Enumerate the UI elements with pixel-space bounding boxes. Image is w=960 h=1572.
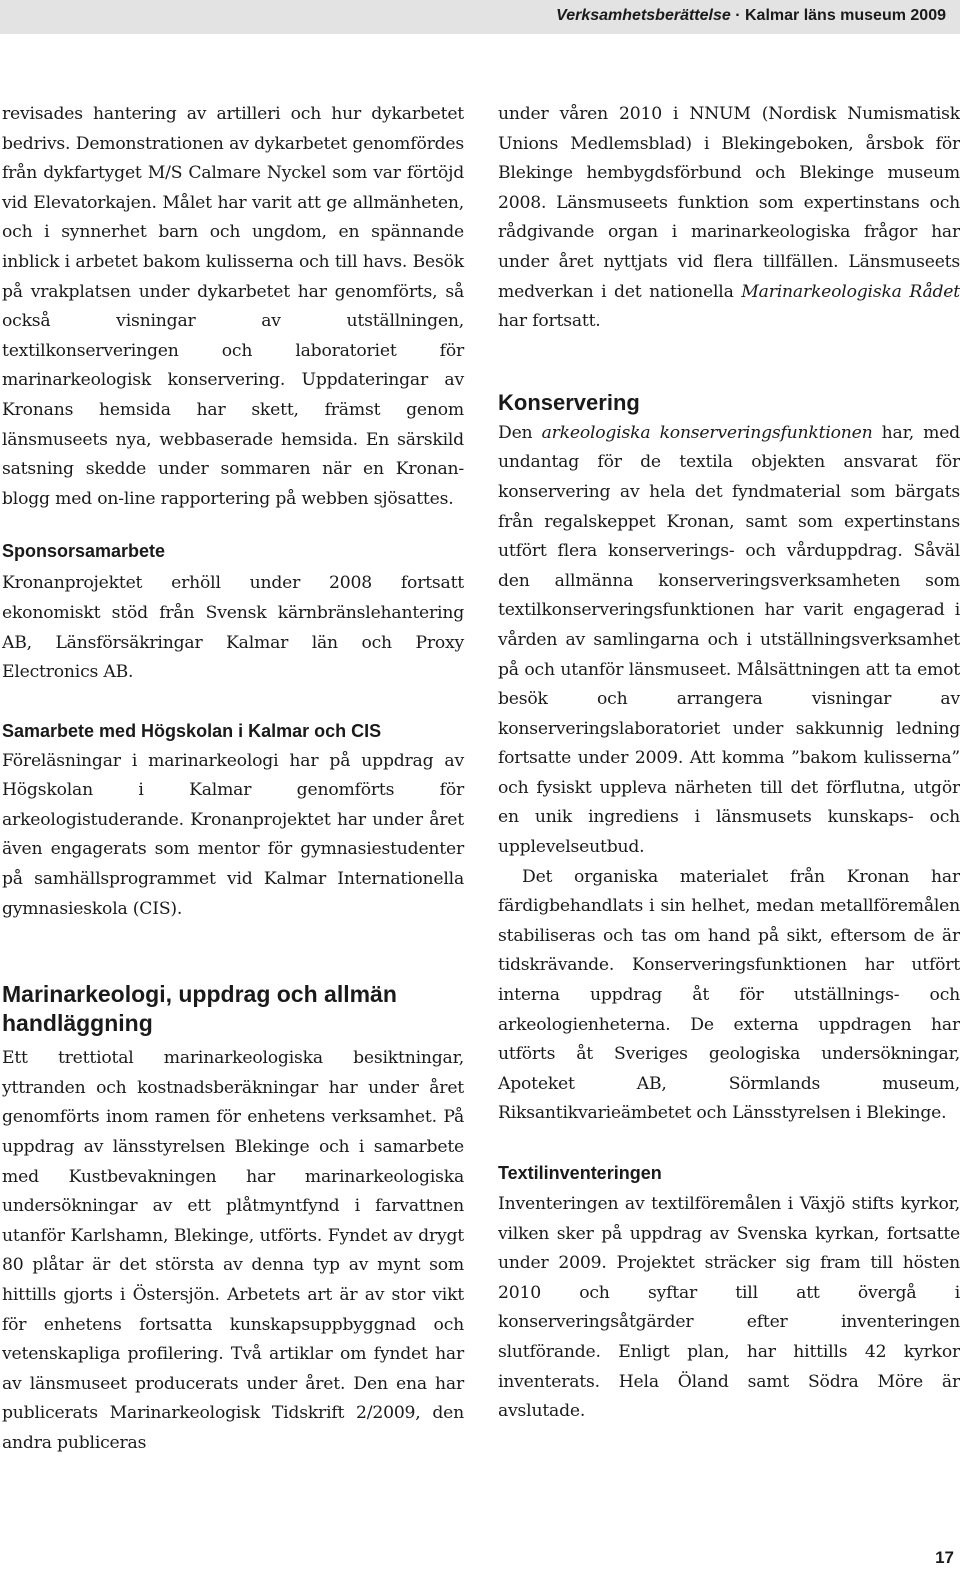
numismatik-text-a: under våren 2010 i NNUM (Nordisk Numismatisk Unions Medlemsblad) i Blekingeboken, årsbok för Blekinge hembygdsförbund och Blekinge museum 2008. Länsmuseets funktion som expertinstans och rådgivande organ i marinarkeologiska frågor har under året nyttjats vid flera tillfällen. Länsmuseets medverkan i det nationella: [498, 104, 960, 302]
organiska-paragraph: Det organiska materialet från Kronan har färdigbehandlats i sin helhet, medan metallföremålen stabiliseras och tas om hand på sikt, eftersom de är tidskrävande. Konserveringsfunktionen har utfört interna uppdrag åt för utställnings- och arkeologienheterna. De externa uppdragen har utförts åt Sveriges geologiska undersökningar, Apoteket AB, Sörmlands museum, Riksantikvarieämbetet och Länsstyrelsen i Blekinge.: [498, 866, 960, 1124]
heading-sponsorsamarbete: Sponsorsamarbete: [2, 541, 166, 562]
heading-konservering: Konservering: [498, 389, 640, 415]
running-header: [556, 7, 946, 25]
heading-marinarkeologi-line1: Marinarkeologi, uppdrag och allmän: [2, 981, 397, 1008]
header-report-title: Verksamhetsberättelse: [556, 7, 731, 24]
numismatik-paragraph: [498, 100, 960, 337]
textil-paragraph: Inventeringen av textilföremålen i Växjö stifts kyrkor, vilken sker på uppdrag av Svenska kyrkan, fortsatte under 2009. Projektet sträcker sig fram till hösten 2010 och syftar till att övergå i konserveringsåtgärder efter inventeringen slutförande. Enligt plan, har hittills 42 kyrkor inventerats. Hela Öland samt Södra Möre är avslutade.: [498, 1194, 960, 1422]
heading-marinarkeologi-line2: handläggning: [2, 1010, 153, 1037]
heading-hogskolan: Samarbete med Högskolan i Kalmar och CIS: [2, 720, 382, 741]
konservering-text-a: Den: [498, 422, 542, 443]
marinarkeologi-paragraph: Ett trettiotal marinarkeologiska besiktningar, yttranden och kostnadsberäkningar har under året genomförts inom ramen för enhetens verksamhet. På uppdrag av länsstyrelsen Blekinge och i samarbete med Kustbevakningen har marinarkeologiska undersökningar av ett plåtmyntfynd i farvattnen utanför Karlshamn, Blekinge, utförts. Fyndet av drygt 80 plåtar är det största av denna typ av mynt som hittills gjorts i Östersjön. Arbetets art är av stor vikt för enhetens fortsatta kunskapsuppbyggnad och vetenskapliga profilering. Två artiklar om fyndet har av länsmuseet producerats under året. Den ena har publicerats Marinarkeologisk Tidskrift 2/2009, den andra publiceras: [2, 1048, 464, 1453]
heading-textilinventeringen: Textilinventeringen: [498, 1163, 662, 1183]
numismatik-italic: Marinarkeologiska Rådet: [741, 281, 960, 302]
konservering-paragraph: [498, 419, 960, 863]
konservering-italic: arkeologiska konserveringsfunktionen: [541, 422, 873, 443]
intro-paragraph: revisades hantering av artilleri och hur dykarbetet bedrivs. Demonstrationen av dykarbetet genomfördes från dykfartyget M/S Calmare Nyckel som var förtöjd vid Elevatorkajen. Målet har varit att ge allmänheten, och i synnerhet barn och ungdom, en spännande inblick i arbetet bakom kulisserna och till havs. Besök på vrakplatsen under dykarbetet har genomförts, så också visningar av utställningen, textilkonserveringen och laboratoriet för marinarkeologisk konservering. Uppdateringar av Kronans hemsida har skett, främst genom länsmuseets nya, webbaserade hemsida. En särskild satsning skedde under sommaren när en Kronan-blogg med on-line rapportering på webben sjösattes.: [2, 104, 464, 509]
left-column: [2, 100, 464, 1459]
konservering-text-b: har, med undantag för de textila objekten ansvarat för konservering av hela det fyndmaterial som bärgats från regalskeppet Kronan, samt som expertinstans utfört flera konserverings- och vårduppdrag. Såväl den allmänna konserveringsverksamheten som textilkonserveringsfunktionen har varit engagerad i vården av samlingarna och i utställningsverksamhet på och utanför länsmuseet. Målsättningen att ta emot besök och arrangera visningar av konserveringslaboratoriet under sakkunnig ledning fortsatte under 2009. Att komma ”bakom kulisserna” och fysiskt uppleva närheten till det förflutna, utgör en unik ingrediens i länsmusets kunskaps- och upplevelseutbud.: [498, 422, 960, 858]
header-separator: ·: [735, 7, 741, 24]
hogskolan-paragraph: Föreläsningar i marinarkeologi har på uppdrag av Högskolan i Kalmar genomförts för arkeologistuderande. Kronanprojektet har under året även engagerats som mentor för gymnasiestudenter på samhällsprogrammet vid Kalmar Internationella gymnasieskola (CIS).: [2, 750, 464, 919]
right-column: [498, 100, 960, 1427]
page-number: 17: [935, 1548, 954, 1567]
numismatik-text-b: har fortsatt.: [498, 311, 601, 332]
sponsor-paragraph: Kronanprojektet erhöll under 2008 fortsatt ekonomiskt stöd från Svensk kärnbränslehantering AB, Länsförsäkringar Kalmar län och Proxy Electronics AB.: [2, 573, 464, 683]
heading-marinarkeologi: [2, 980, 464, 1038]
header-museum: Kalmar läns museum 2009: [745, 7, 946, 24]
page-header: [0, 0, 960, 34]
